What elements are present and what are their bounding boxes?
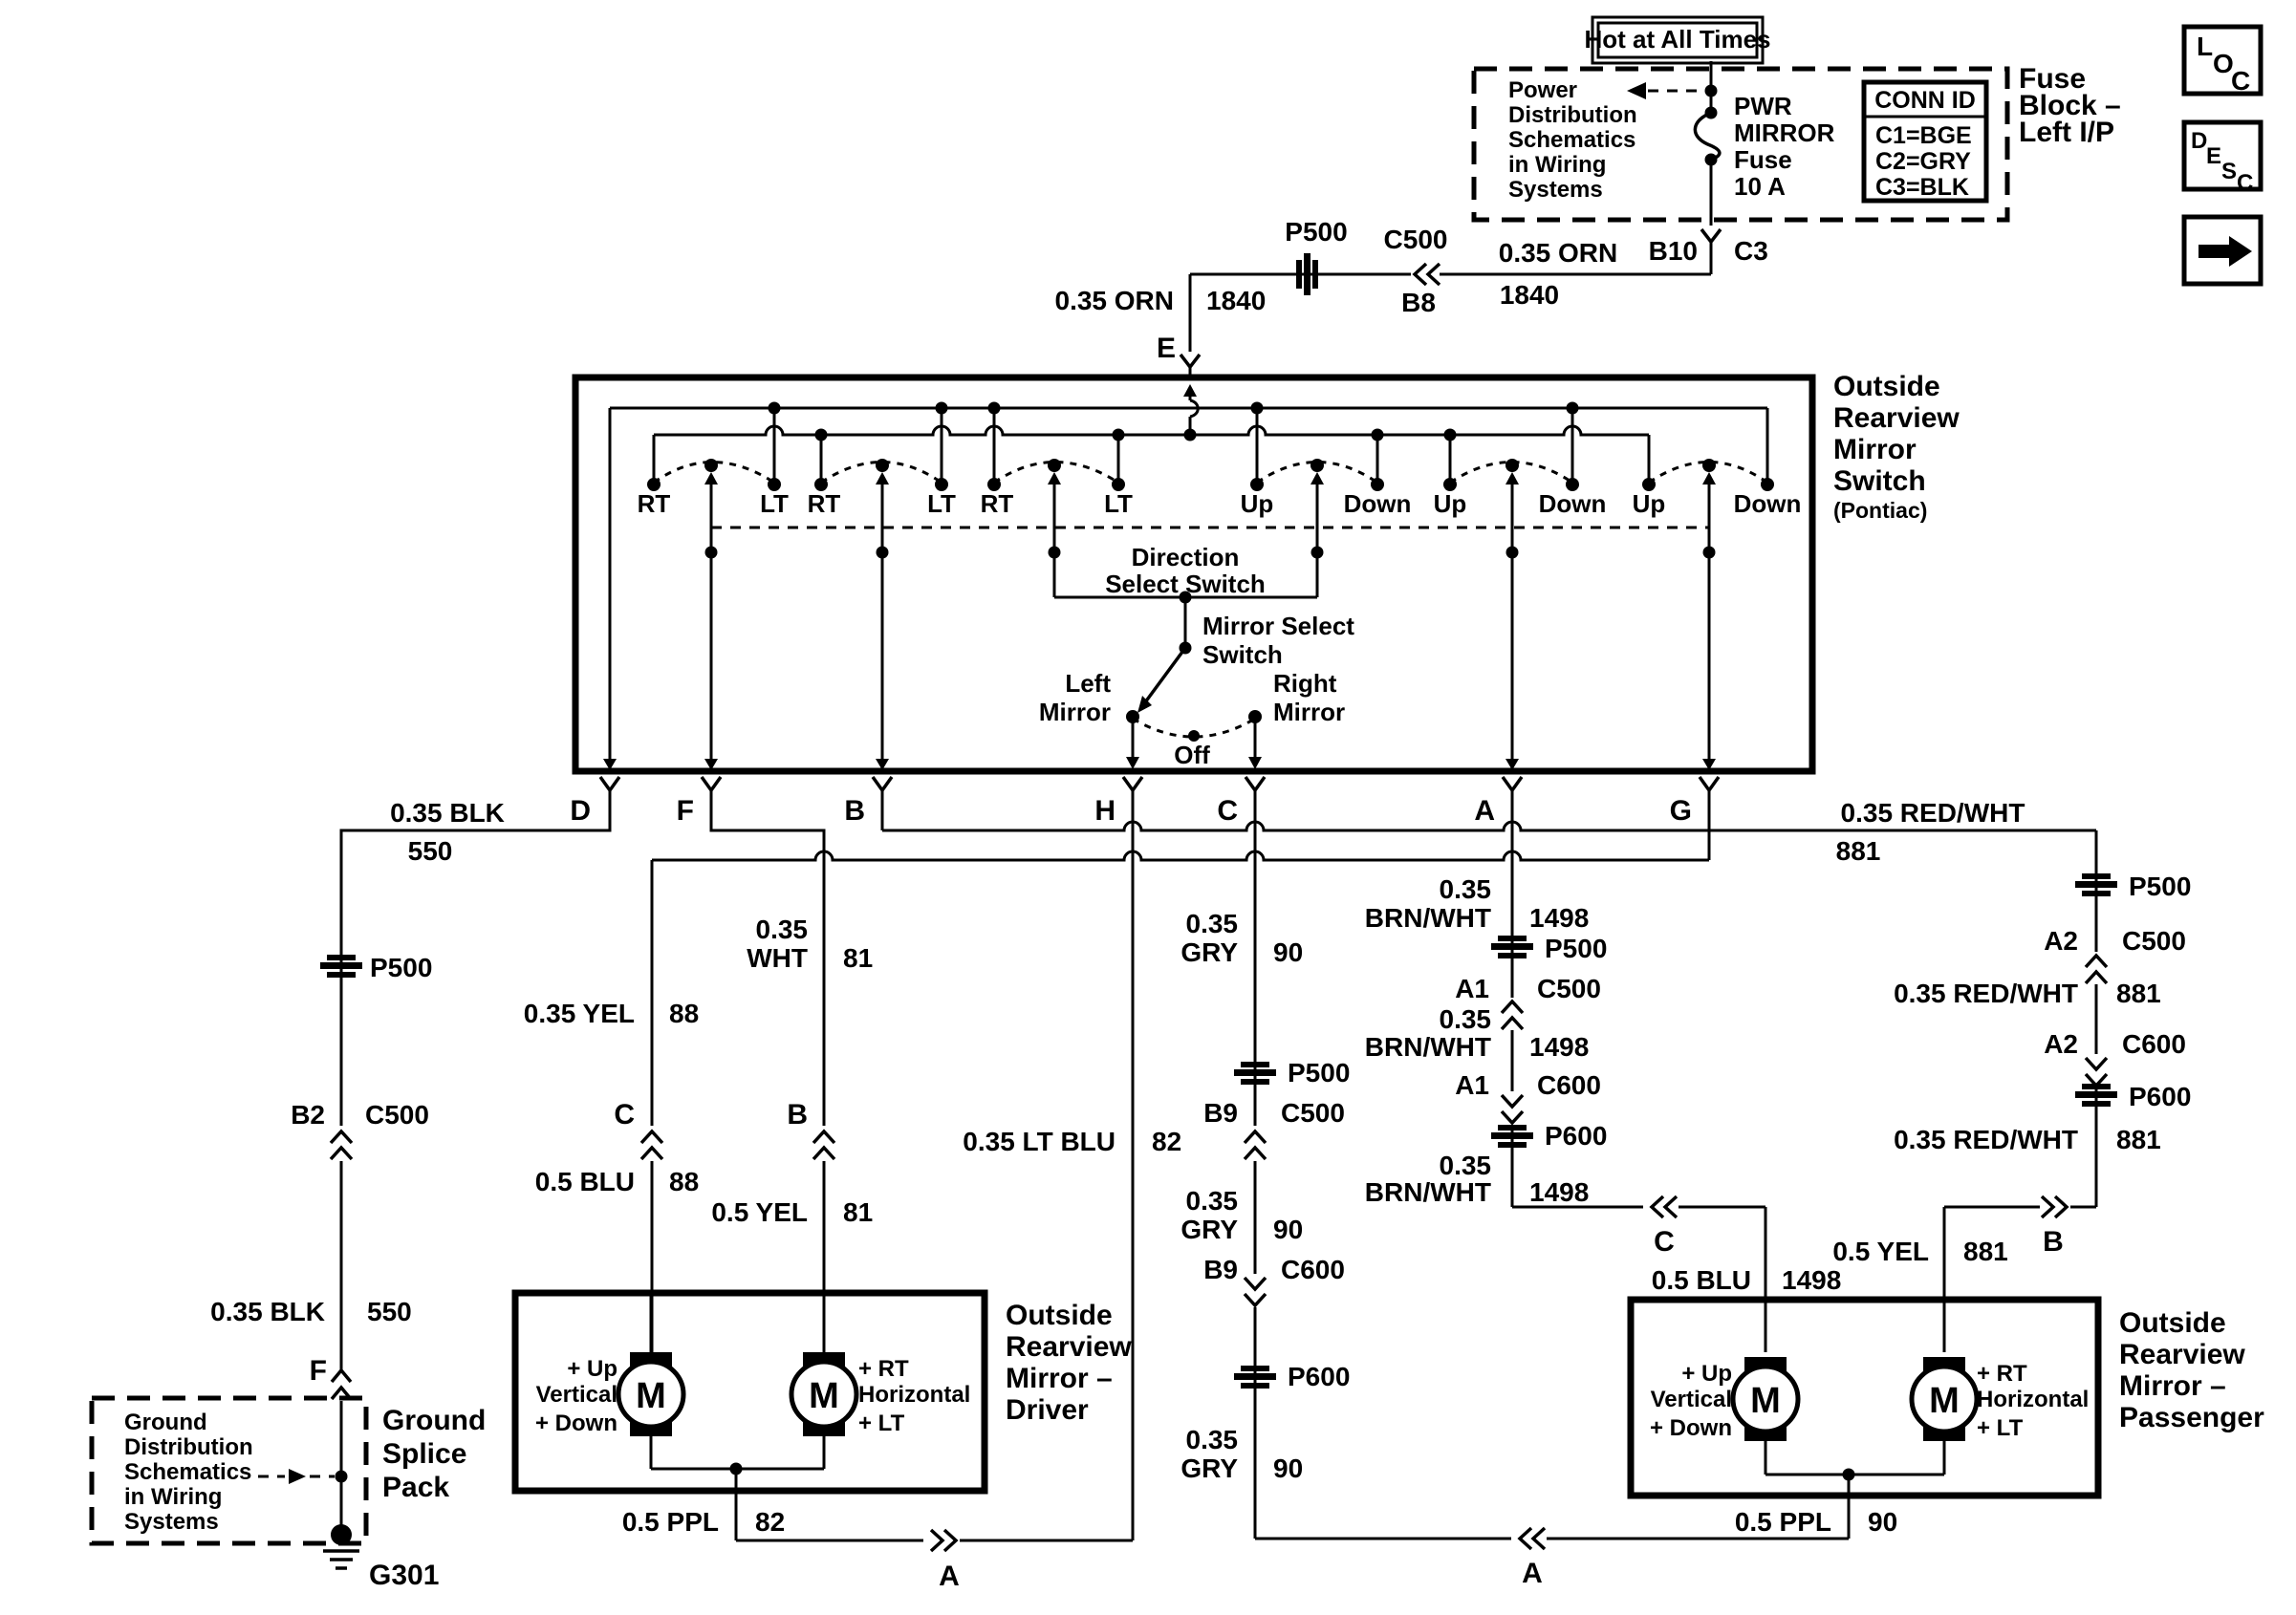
inline-connector-chevron-icon: [1520, 1528, 1545, 1549]
wire-label: 0.35 BLK: [390, 798, 505, 828]
bus2: [654, 426, 1649, 435]
ground-id: G301: [369, 1560, 440, 1591]
terminal-letter: B: [844, 795, 865, 827]
wire-label: GRY: [1180, 1454, 1238, 1483]
motor-label: + Down: [1649, 1415, 1732, 1441]
grommet-label: P500: [1288, 1058, 1351, 1087]
ground-note: Systems: [124, 1509, 219, 1535]
connector-letter: A: [1522, 1558, 1543, 1589]
connector-label: C3: [1734, 236, 1768, 266]
connector-label: C500: [1281, 1098, 1345, 1128]
wire-label: 0.5 YEL: [711, 1197, 808, 1227]
grommet-p500-icon: [1296, 253, 1318, 295]
contact-label: LT: [927, 489, 956, 518]
fuse-block-title: Block –: [2019, 90, 2121, 121]
motor-letter: M: [636, 1376, 666, 1416]
circuit-number: 881: [2116, 979, 2161, 1008]
wire-label: 0.5 YEL: [1832, 1237, 1929, 1266]
contact-label: Down: [1733, 489, 1802, 518]
mirror-select-label: Mirror Select: [1202, 612, 1354, 640]
circuit-number: 1498: [1529, 1177, 1590, 1207]
motor-label: + LT: [1977, 1415, 2024, 1441]
hot-at-all-times-banner: [1584, 17, 1770, 63]
loc-button[interactable]: [2184, 27, 2261, 96]
passenger-mirror-title: Mirror –: [2119, 1370, 2226, 1402]
passenger-mirror-assembly: [1631, 1300, 2264, 1539]
vertical-motor: [618, 1352, 683, 1436]
grommet-label: P500: [370, 953, 433, 982]
wire-label: GRY: [1180, 937, 1238, 967]
connector-label: C600: [2122, 1029, 2186, 1059]
inline-connector-chevron-icon: [1245, 1131, 1266, 1159]
motor-label: + Down: [534, 1410, 617, 1436]
brnwht-1498-chain: [1365, 790, 1842, 1352]
wire-label: BRN/WHT: [1364, 1032, 1491, 1062]
wire-label: 0.35: [1185, 1186, 1238, 1216]
circuit-number: 88: [669, 999, 700, 1028]
wire-label: 0.35 ORN: [1054, 286, 1174, 315]
circuit-number: 881: [1835, 836, 1881, 866]
contact-label: Up: [1433, 489, 1467, 518]
bus1-risers: [774, 408, 1572, 484]
driver-mirror-title: Mirror –: [1006, 1363, 1113, 1394]
pin-label: A1: [1455, 1070, 1489, 1100]
grommet-p600-icon: [1234, 1366, 1276, 1389]
inline-connector-chevron-icon: [1652, 1196, 1677, 1217]
contact-dots: [647, 459, 1774, 491]
wire-label: 0.35 LT BLU: [963, 1127, 1116, 1156]
circuit-number: 82: [755, 1507, 786, 1537]
wire-label: 0.35 RED/WHT: [1894, 979, 2078, 1008]
terminal-letter: G: [1669, 795, 1692, 827]
junction-dot: [1843, 1469, 1855, 1481]
motor-label: Horizontal: [858, 1382, 971, 1408]
terminal-chevrons: [600, 777, 1719, 790]
inline-connector-chevron-icon: [931, 1530, 956, 1551]
gry-90-chain: [1180, 790, 1849, 1589]
conn-id-row: C1=BGE: [1875, 122, 1972, 149]
inline-connector-chevron-icon: [641, 1131, 662, 1159]
ground-symbol-icon: [323, 1551, 359, 1568]
grommet-label: P500: [1545, 934, 1608, 963]
motor-label: + RT: [858, 1356, 909, 1382]
ground-splice-title: Pack: [382, 1472, 450, 1503]
motor-label: Vertical: [535, 1382, 617, 1408]
off-label: Off: [1174, 741, 1210, 769]
loc-letter: C: [2231, 66, 2251, 96]
ground-note: Schematics: [124, 1459, 252, 1485]
next-page-button[interactable]: [2184, 217, 2261, 284]
contact-label: Up: [1632, 489, 1666, 518]
contact-label: RT: [637, 489, 671, 518]
passenger-mirror-title: Outside: [2119, 1307, 2226, 1339]
circuit-number: 1498: [1529, 903, 1590, 933]
pin-label: B9: [1203, 1098, 1238, 1128]
power-dist-note: in Wiring: [1508, 152, 1607, 178]
contact-label: RT: [807, 489, 841, 518]
motor-label: + RT: [1977, 1361, 2027, 1387]
grommet-p500-icon: [1234, 1062, 1276, 1085]
driver-mirror-title: Rearview: [1006, 1331, 1132, 1363]
cross-ref-arrow-icon: [1627, 82, 1646, 99]
power-dist-note: Distribution: [1508, 102, 1637, 128]
ground-splice-title: Ground: [382, 1405, 487, 1436]
wire-ppl-82: [736, 1469, 1133, 1540]
contact-label: LT: [760, 489, 789, 518]
connector-letter: C: [614, 1099, 635, 1130]
arrow-right-icon: [2199, 236, 2252, 267]
wire-label: 0.5 PPL: [1734, 1507, 1831, 1537]
desc-letter: D: [2191, 128, 2208, 154]
connector-letter: A: [939, 1561, 960, 1592]
motor-letter: M: [1750, 1381, 1781, 1421]
terminal-letter: C: [1217, 795, 1238, 827]
wire-label: BRN/WHT: [1364, 1177, 1491, 1207]
ground-note: Ground: [124, 1410, 207, 1435]
yel-88-chain: [524, 790, 1709, 1352]
inline-connector-chevron-icon: [1245, 1278, 1266, 1305]
circuit-number: 1840: [1499, 280, 1560, 310]
motor-letter: M: [809, 1376, 839, 1416]
feed-arrowhead-icon: [1183, 384, 1197, 397]
conn-id-table: [1864, 82, 1986, 201]
circuit-number: 81: [843, 1197, 874, 1227]
power-dist-note: Power: [1508, 77, 1578, 103]
inline-connector-chevron-icon: [1415, 264, 1440, 285]
circuit-number: 550: [407, 836, 453, 866]
circuit-number: 1840: [1206, 286, 1267, 315]
direction-select-label: Select Switch: [1105, 570, 1266, 598]
connector-label: C500: [1383, 225, 1448, 254]
junction-dot: [336, 1471, 348, 1483]
conn-id-row: C3=BLK: [1875, 174, 1969, 201]
motor-label: + Up: [1681, 1361, 1732, 1387]
connector-label: C600: [1281, 1255, 1345, 1284]
horizontal-motor: [1912, 1357, 1977, 1441]
orn-feed-wire: [1055, 217, 1768, 377]
ltblu-82-chain: [622, 790, 1181, 1592]
fuse-rating: 10 A: [1734, 172, 1786, 201]
hot-label: Hot at All Times: [1584, 25, 1771, 54]
wire-label: 0.35: [1185, 909, 1238, 938]
loc-letter: O: [2213, 49, 2234, 78]
terminal-letter: H: [1094, 795, 1116, 827]
right-mirror-label: Mirror: [1273, 698, 1346, 726]
right-mirror-label: Right: [1273, 669, 1337, 698]
conn-id-header: CONN ID: [1874, 87, 1976, 114]
circuit-number: 550: [367, 1297, 412, 1326]
switch-subtitle: (Pontiac): [1833, 498, 1928, 523]
direction-select-label: Direction: [1131, 543, 1240, 571]
wire-label: 0.35: [1185, 1425, 1238, 1454]
ground-splice-title: Splice: [382, 1438, 467, 1470]
ground-note: in Wiring: [124, 1484, 223, 1510]
motor-label: Vertical: [1650, 1387, 1732, 1412]
wire-label: 0.35: [755, 915, 808, 944]
wire-label: 0.35 YEL: [523, 999, 635, 1028]
grommet-label: P600: [1288, 1362, 1351, 1391]
circuit-number: 90: [1868, 1507, 1898, 1537]
wire-label: 0.5 BLU: [534, 1167, 635, 1196]
terminal-letter: E: [1156, 333, 1176, 364]
desc-letter: C: [2237, 170, 2254, 196]
left-mirror-label: Mirror: [1038, 698, 1111, 726]
grommet-label: P600: [2129, 1082, 2192, 1111]
mirror-select-label: Switch: [1202, 640, 1283, 669]
circuit-number: 90: [1273, 1454, 1304, 1483]
left-mirror-label: Left: [1065, 669, 1111, 698]
inline-connector-chevron-icon: [1502, 1095, 1523, 1123]
wht-81-chain: [711, 790, 873, 1352]
switch-title: Switch: [1833, 465, 1926, 497]
fuse-name: PWR: [1734, 92, 1792, 120]
fuse-name: MIRROR: [1734, 118, 1835, 147]
wire-label: 0.35 ORN: [1498, 238, 1618, 268]
wire-wht-81: [711, 790, 824, 1352]
power-dist-note: Systems: [1508, 177, 1603, 203]
switch-title: Outside: [1833, 371, 1940, 402]
wire-orn: [1190, 242, 1711, 352]
terminal-letter: D: [570, 795, 591, 827]
circuit-number: 1498: [1529, 1032, 1590, 1062]
fuse-name: Fuse: [1734, 145, 1792, 174]
terminal-chevron-icon: [1701, 229, 1721, 242]
circuit-number: 90: [1273, 1215, 1304, 1244]
connector-label: C500: [1537, 974, 1601, 1003]
circuit-number: 881: [2116, 1125, 2161, 1154]
grommet-label: P500: [1285, 217, 1348, 247]
grommet-p500-icon: [1491, 936, 1533, 958]
passenger-mirror-title: Rearview: [2119, 1339, 2245, 1370]
contact-label: RT: [980, 489, 1014, 518]
pin-label: B2: [291, 1100, 325, 1130]
wire-label: 0.35: [1439, 1004, 1491, 1034]
pin-label: B10: [1648, 236, 1698, 266]
cross-ref-arrow-icon: [289, 1469, 306, 1484]
grommet-label: P600: [1545, 1121, 1608, 1151]
desc-letter: E: [2206, 143, 2222, 169]
terminal-letter: A: [1474, 795, 1495, 827]
motor-letter: M: [1929, 1381, 1960, 1421]
grommet-p600-icon: [2075, 1084, 2117, 1107]
contact-label: Down: [1343, 489, 1412, 518]
ground-chain: [92, 790, 610, 1591]
wire-label: 0.35 RED/WHT: [1894, 1125, 2078, 1154]
driver-mirror-title: Driver: [1006, 1394, 1089, 1426]
grommet-p500-icon: [2075, 873, 2117, 896]
inline-connector-chevron-icon: [332, 1370, 351, 1399]
bus2-end-drops: [654, 435, 1649, 484]
inline-connector-chevron-icon: [813, 1131, 834, 1159]
desc-letter: S: [2221, 159, 2238, 184]
circuit-number: 82: [1152, 1127, 1182, 1156]
inline-connector-chevron-icon: [331, 1131, 352, 1159]
loc-letter: L: [2197, 32, 2214, 61]
driver-mirror-title: Outside: [1006, 1300, 1113, 1331]
circuit-number: 81: [843, 943, 874, 973]
inline-connector-chevron-icon: [2086, 1058, 2107, 1086]
terminal-chevron-icon: [1180, 355, 1200, 367]
wire-label: 0.35 BLK: [210, 1297, 325, 1326]
wire-label: 0.35 RED/WHT: [1840, 798, 2025, 828]
wire-label: 0.5 BLU: [1651, 1265, 1751, 1295]
passenger-mirror-title: Passenger: [2119, 1402, 2264, 1433]
connector-label: C500: [365, 1100, 429, 1130]
connector-letter: B: [787, 1099, 808, 1130]
inline-connector-chevron-icon: [2086, 956, 2107, 983]
connector-label: C600: [1537, 1070, 1601, 1100]
pin-label: A2: [2044, 1029, 2078, 1059]
connector-letter: C: [1654, 1226, 1675, 1258]
bus2-risers: [821, 435, 1450, 484]
power-dist-note: Schematics: [1508, 127, 1636, 153]
horizontal-motor: [791, 1352, 856, 1436]
inline-connector-chevron-icon: [2042, 1196, 2067, 1217]
fuse-block-box: [1474, 61, 2007, 226]
wire-label: WHT: [747, 943, 808, 973]
desc-button[interactable]: [2184, 122, 2261, 196]
ground-symbol-icon: [331, 1524, 352, 1545]
connector-letter: B: [2043, 1226, 2064, 1258]
motor-label: + Up: [567, 1356, 617, 1382]
contact-label: Up: [1240, 489, 1274, 518]
grommet-p600-icon: [1491, 1125, 1533, 1148]
pin-label: A2: [2044, 926, 2078, 956]
terminal-letter: F: [676, 795, 694, 827]
wire-label: 0.35: [1439, 874, 1491, 904]
down-arrowhead-icon: [1126, 757, 1139, 769]
fuse-block-title: Left I/P: [2019, 117, 2115, 148]
circuit-number: 881: [1963, 1237, 2008, 1266]
motor-label: + LT: [858, 1410, 905, 1436]
switch-title: Mirror: [1833, 434, 1917, 465]
down-arrowhead-icon: [1248, 757, 1262, 769]
inline-connector-chevron-icon: [1502, 1001, 1523, 1029]
contact-label: LT: [1104, 489, 1133, 518]
vertical-motor: [1733, 1357, 1798, 1441]
pin-label: B9: [1203, 1255, 1238, 1284]
contact-label: Down: [1538, 489, 1607, 518]
wire-label: BRN/WHT: [1364, 903, 1491, 933]
junction-dot: [730, 1463, 743, 1475]
mirror-select-arm[interactable]: [1145, 648, 1185, 702]
wire-label: 0.35: [1439, 1151, 1491, 1180]
grommet-label: P500: [2129, 872, 2192, 901]
motor-label: Horizontal: [1977, 1387, 2090, 1412]
fuse-block-title: Fuse: [2019, 63, 2087, 95]
ground-note: Distribution: [124, 1434, 253, 1460]
pin-label: B8: [1401, 288, 1436, 317]
fuse-element-icon: [1695, 113, 1720, 160]
connector-label: C500: [2122, 926, 2186, 956]
circuit-number: 1498: [1782, 1265, 1842, 1295]
grommet-p500-icon: [320, 955, 362, 978]
circuit-number: 90: [1273, 937, 1304, 967]
conn-id-row: C2=GRY: [1875, 148, 1971, 175]
terminal-letter: F: [309, 1355, 327, 1387]
wire-label: GRY: [1180, 1215, 1238, 1244]
circuit-number: 88: [669, 1167, 700, 1196]
pin-label: A1: [1455, 974, 1489, 1003]
switch-title: Rearview: [1833, 402, 1960, 434]
wire-label: 0.5 PPL: [621, 1507, 719, 1537]
